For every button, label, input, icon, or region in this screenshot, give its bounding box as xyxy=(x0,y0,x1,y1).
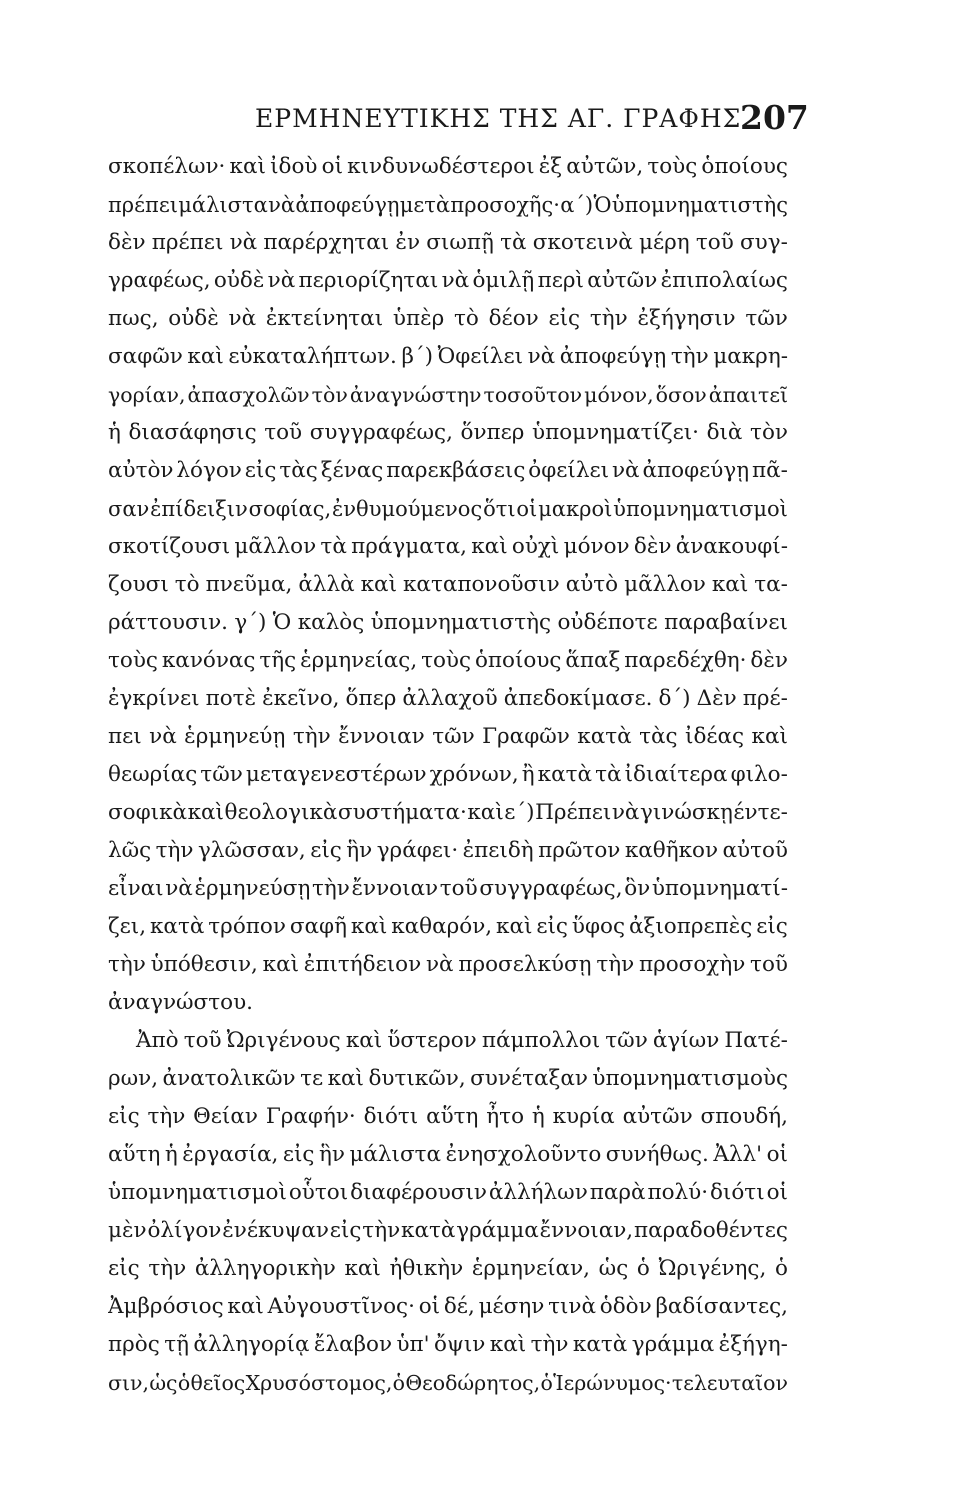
text-line: ζει, κατὰ τρόπον σαφῆ καὶ καθαρόν, καὶ εἰς ὕφος ἀξιοπρεπὲς εἰς xyxy=(108,914,788,939)
text-line: λῶς τὴν γλῶσσαν, εἰς ἣν γράφει· ἐπειδὴ πρῶτον καθῆκον αὐτοῦ xyxy=(108,838,788,863)
text-line: ἐγκρίνει ποτὲ ἐκεῖνο, ὅπερ ἀλλαχοῦ ἀπεδοκίμασε. δ΄) Δὲν πρέ- xyxy=(108,686,788,711)
text-line: πρὸς τῇ ἀλληγορίᾳ ἔλαβον ὑπ' ὄψιν καὶ τὴν κατὰ γράμμα ἐξήγη- xyxy=(108,1332,788,1357)
text-line: θεωρίας τῶν μεταγενεστέρων χρόνων, ἢ κατὰ τὰ ἰδιαίτερα φιλο- xyxy=(108,762,788,787)
text-line: εἰς τὴν Θείαν Γραφήν· διότι αὕτη ἦτο ἡ κυρία αὐτῶν σπουδή, xyxy=(108,1104,788,1129)
text-line: Ἀπὸ τοῦ Ὠριγένους καὶ ὕστερον πάμπολλοι τῶν ἁγίων Πατέ- xyxy=(136,1028,788,1053)
text-line: σοφικὰ καὶ θεολογικὰ συστήματα· καὶ ε΄) Πρέπει νὰ γινώσκῃ έντε- xyxy=(108,800,788,825)
page-number: 207 xyxy=(740,98,809,137)
text-line: σαφῶν καὶ εὐκαταλήπτων. β΄) Ὀφείλει νὰ ἀποφεύγῃ τὴν μακρη- xyxy=(108,344,788,369)
text-line: πως, οὐδὲ νὰ ἐκτείνηται ὑπὲρ τὸ δέον εἰς τὴν ἐξήγησιν τῶν xyxy=(108,306,788,331)
text-line: τοὺς κανόνας τῆς ἑρμηνείας, τοὺς ὁποίους ἅπαξ παρεδέχθη· δὲν xyxy=(108,648,788,673)
text-line: ρων, ἀνατολικῶν τε καὶ δυτικῶν, συνέταξαν ὑπομνηματισμοὺς xyxy=(108,1066,788,1091)
text-line: γραφέως, οὐδὲ νὰ περιορίζηται νὰ ὁμιλῇ περὶ αὐτῶν ἐπιπολαίως xyxy=(108,268,788,293)
text-line: αὕτη ἡ ἐργασία, εἰς ἣν μάλιστα ἐνησχολοῦντο συνήθως. Ἀλλ' οἱ xyxy=(108,1142,788,1167)
text-line: ὑπομνηματισμοὶ οὗτοι διαφέρουσιν ἀλλήλων παρὰ πολύ· διότι οἱ xyxy=(108,1180,788,1205)
text-line: γορίαν, ἀπασχολῶν τὸν ἀναγνώστην τοσοῦτον μόνον, ὅσον ἀπαιτεῖ xyxy=(108,383,788,407)
text-line: πρέπει μάλιστα νὰ ἀποφεύγῃ μετὰ προσοχῆς· α΄) Ὁ ὑπομνηματιστὴς xyxy=(108,193,788,217)
text-line: σιν, ὡς ὁ θεῖος Χρυσόστομος, ὁ Θεοδώρητος, ὁ Ἱερώνυμος· τελευταῖον xyxy=(108,1371,788,1395)
text-line: τὴν ὑπόθεσιν, καὶ ἐπιτήδειον νὰ προσελκύσῃ τὴν προσοχὴν τοῦ xyxy=(108,952,788,977)
body-text xyxy=(108,148,788,1402)
text-line: δὲν πρέπει νὰ παρέρχηται ἐν σιωπῇ τὰ σκοτεινὰ μέρη τοῦ συγ- xyxy=(108,230,788,255)
text-line: πει νὰ ἑρμηνεύῃ τὴν ἔννοιαν τῶν Γραφῶν κατὰ τὰς ἰδέας καὶ xyxy=(108,724,788,749)
text-line: ἡ διασάφησις τοῦ συγγραφέως, ὅνπερ ὑπομνηματίζει· διὰ τὸν xyxy=(108,420,788,445)
text-line: εἰς τὴν ἀλληγορικὴν καὶ ἠθικὴν ἑρμηνείαν, ὡς ὁ Ὠριγένης, ὁ xyxy=(108,1256,788,1281)
text-line: Ἀμβρόσιος καὶ Αὐγουστῖνος· οἱ δέ, μέσην τινὰ ὁδὸν βαδίσαντες, xyxy=(108,1294,788,1319)
text-line: ἀναγνώστου. xyxy=(108,990,253,1015)
text-line: σαν ἐπίδειξιν σοφίας, ἐνθυμούμενος ὅτι οἱ μακροὶ ὑπομνηματισμοὶ xyxy=(108,497,788,521)
running-header: ΕΡΜΗΝΕΥΤΙΚΗΣ ΤΗΣ ΑΓ. ΓΡΑΦΗΣ. xyxy=(255,104,751,133)
text-line: σκοπέλων· καὶ ἰδοὺ οἱ κινδυνωδέστεροι ἐξ αὐτῶν, τοὺς ὁποίους xyxy=(108,154,788,179)
text-line: ζουσι τὸ πνεῦμα, ἀλλὰ καὶ καταπονοῦσιν αὐτὸ μᾶλλον καὶ τα- xyxy=(108,572,788,597)
text-line: αὐτὸν λόγον εἰς τὰς ξένας παρεκβάσεις ὀφείλει νὰ ἀποφεύγῃ πᾶ- xyxy=(108,458,788,483)
text-line: εἶναι νὰ ἑρμηνεύσῃ τὴν ἔννοιαν τοῦ συγγραφέως, ὃν ὑπομνηματί- xyxy=(108,876,788,901)
text-line: μὲν ὀλίγον ἐνέκυψαν εἰς τὴν κατὰ γράμμα ἔννοιαν, παραδοθέντες xyxy=(108,1218,788,1243)
text-line: ράττουσιν. γ΄) Ὁ καλὸς ὑπομνηματιστὴς οὐδέποτε παραβαίνει xyxy=(108,610,788,635)
text-line: σκοτίζουσι μᾶλλον τὰ πράγματα, καὶ οὐχὶ μόνον δὲν ἀνακουφί- xyxy=(108,534,788,559)
